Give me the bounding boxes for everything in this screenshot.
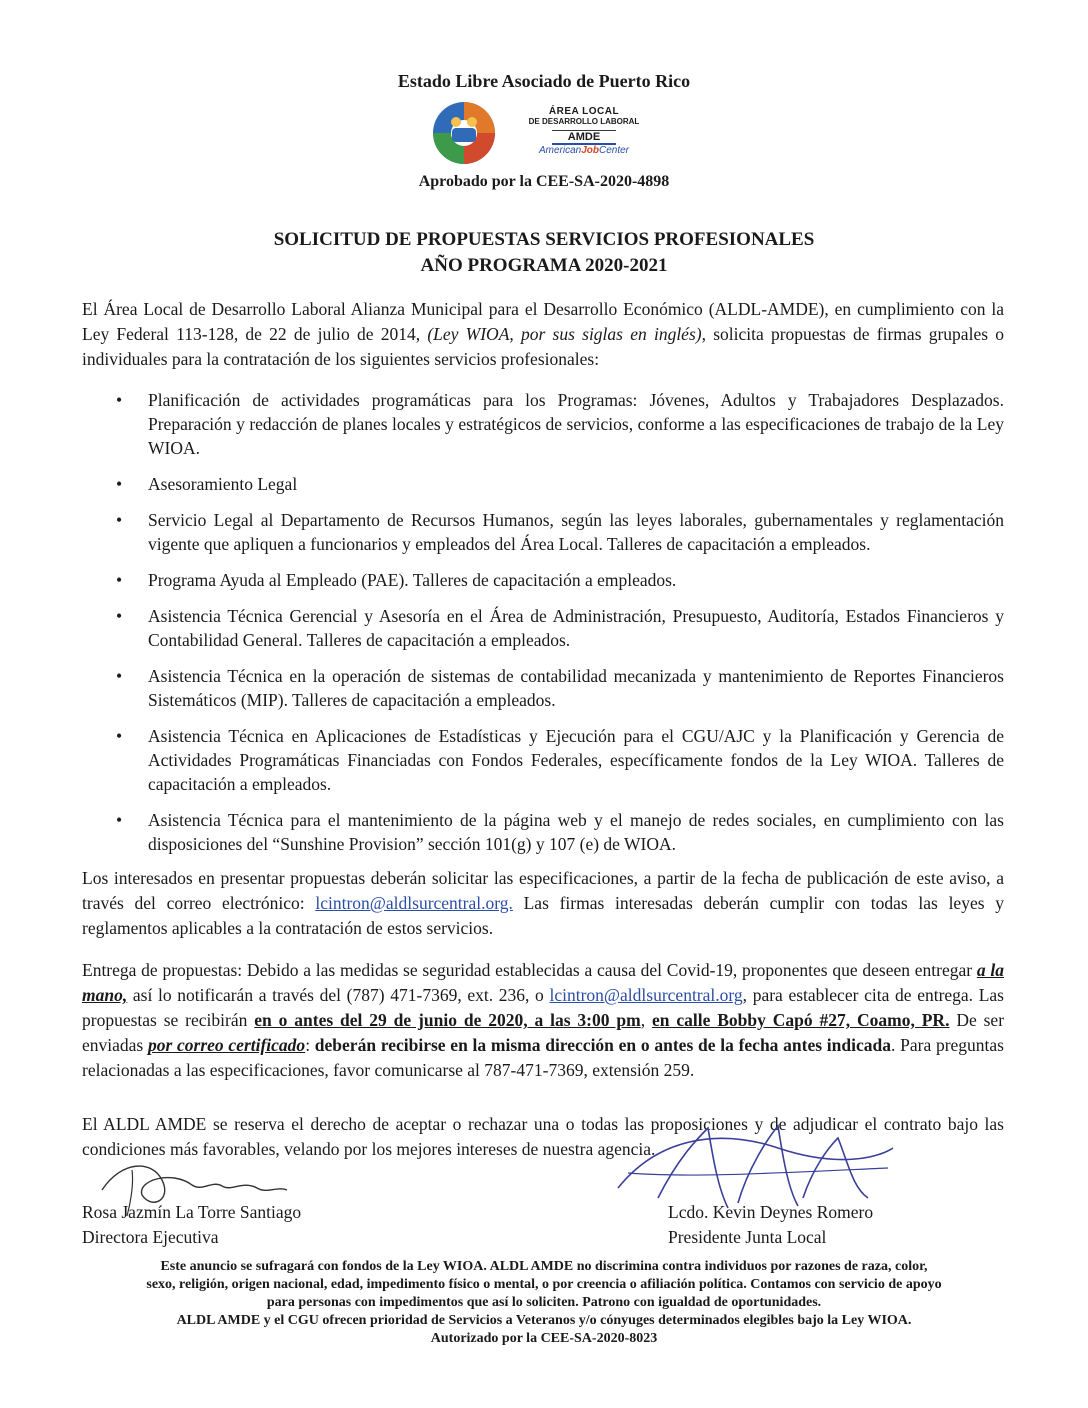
signatory-right xyxy=(668,1200,873,1250)
list-item: • Planificación de actividades programáticas para los Programas: Jóvenes, Adultos y Trabajadores Desplazados. Preparación y redacción de planes locales y estratégicos de servicios, conforme a las especificaciones de trabajo de la Ley WIOA. xyxy=(116,390,1004,458)
list-item: • Asistencia Técnica para el mantenimiento de la página web y el manejo de redes sociales, en cumplimiento con las disposiciones del “Sunshine Provision” sección 101(g) y 107 (e) de WIOA. xyxy=(116,810,1004,854)
logo-line-laboral: DE DESARROLLO LABORAL xyxy=(528,117,640,126)
signatory-left xyxy=(82,1200,301,1250)
signatory-left-name: Rosa Jazmín La Torre Santiago xyxy=(82,1202,302,1222)
footer-line: ALDL AMDE y el CGU ofrecen prioridad de Servicios a Veteranos y/o cónyuges determinados elegibles bajo la Ley WIOA. xyxy=(176,1313,912,1328)
footer-line: Autorizado por la CEE-SA-2020-8023 xyxy=(430,1331,658,1346)
state-heading: Estado Libre Asociado de Puerto Rico xyxy=(397,71,691,91)
email-link[interactable]: lcintron@aldlsurcentral.org. xyxy=(315,893,513,913)
list-item: • Asesoramiento Legal xyxy=(116,474,298,494)
logo-line-amde: AMDE xyxy=(552,130,616,145)
list-item: • Asistencia Técnica Gerencial y Asesoría en el Área de Administración, Presupuesto, Auditoría, Estados Financieros y Contabilidad General. Talleres de capacitación a empleados. xyxy=(116,606,1004,650)
list-item: • Asistencia Técnica en Aplicaciones de Estadísticas y Ejecución para el CGU/AJC y la Planificación y Gerencia de Actividades Programáticas Financiadas con Fondos Federales, específicamente fondos de la Ley WIOA. Talleres de capacitación a empleados. xyxy=(116,726,1004,794)
list-item: • Asistencia Técnica en la operación de sistemas de contabilidad mecanizada y mantenimiento de Reportes Financieros Sistemáticos (MIP). Talleres de capacitación a empleados. xyxy=(116,666,1004,710)
delivery-paragraph: Entrega de propuestas: Debido a las medidas se seguridad establecidas a causa del Covid-19, proponentes que deseen entregar a la mano, así lo notificarán a través del (787) 471-7369, ext. 236, o lcintron@aldlsurcentral.org, para establecer cita de entrega. Las propuestas se recibirán en o antes del 29 de junio de 2020, a las 3:00 pm, en calle Bobby Capó #27, Coamo, PR. De ser enviadas por correo certificado: deberán recibirse en la misma dirección en o antes de la fecha antes indicada. Para preguntas relacionadas a las especificaciones, favor comunicarse al 787-471-7369, extensión 259. xyxy=(82,960,1005,1080)
signatory-left-title: Directora Ejecutiva xyxy=(82,1227,219,1247)
reserve-paragraph: El ALDL AMDE se reserva el derecho de aceptar o rechazar una o todas las proposiciones y de adjudicar el contrato bajo las condiciones más favorables, velando por los mejores intereses de nuestra agencia. xyxy=(82,1114,1004,1159)
footer-line: para personas con impedimentos que así lo soliciten. Patrono con igualdad de oportunidades. xyxy=(266,1295,822,1310)
approval-line: Aprobado por la CEE-SA-2020-4898 xyxy=(418,173,670,190)
title-line-1: SOLICITUD DE PROPUESTAS SERVICIOS PROFESIONALES xyxy=(273,229,815,250)
footer-notice xyxy=(60,1258,1028,1348)
footer-line: sexo, religión, origen nacional, edad, impedimento físico o mental, o por creencia o afiliación política. Contamos con servicio de apoyo xyxy=(146,1277,942,1292)
title-line-2: AÑO PROGRAMA 2020-2021 xyxy=(420,255,668,276)
aldl-amde-logo xyxy=(422,100,662,168)
logo-emblem-icon xyxy=(422,100,506,166)
logo-wordmark xyxy=(510,106,658,157)
intro-paragraph: El Área Local de Desarrollo Laboral Alianza Municipal para el Desarrollo Económico (ALDL-AMDE), en cumplimiento con la Ley Federal 113-128, de 22 de julio de 2014, (Ley WIOA, por sus siglas en inglés), solicita propuestas de firmas grupales o individuales para la contratación de los siguientes servicios profesionales: xyxy=(82,299,1004,369)
document-title xyxy=(0,227,1088,279)
email-link[interactable]: lcintron@aldlsurcentral.org xyxy=(549,985,743,1005)
interest-paragraph: Los interesados en presentar propuestas deberán solicitar las especificaciones, a partir de la fecha de publicación de este aviso, a través del correo electrónico: lcintron@aldlsurcentral.org. Las firmas interesadas deberán cumplir con todas las leyes y reglamentos aplicables a la contratación de estos servicios. xyxy=(82,868,1004,938)
footer-line: Este anuncio se sufragará con fondos de la Ley WIOA. ALDL AMDE no discrimina contra individuos por razones de raza, color, xyxy=(160,1259,928,1274)
signatory-right-name: Lcdo. Kevin Deynes Romero xyxy=(668,1202,874,1222)
signatory-right-title: Presidente Junta Local xyxy=(668,1227,827,1247)
list-item: • Programa Ayuda al Empleado (PAE). Talleres de capacitación a empleados. xyxy=(116,570,677,590)
logo-line-area: ÁREA LOCAL xyxy=(548,106,620,117)
services-list xyxy=(82,388,1004,868)
list-item: • Servicio Legal al Departamento de Recursos Humanos, según las leyes laborales, gubernamentales y reglamentación vigente que apliquen a funcionarios y empleados del Área Local. Talleres de capacitación a empleados. xyxy=(116,510,1004,554)
logo-line-ajc: AmericanJobCenter xyxy=(538,145,630,156)
